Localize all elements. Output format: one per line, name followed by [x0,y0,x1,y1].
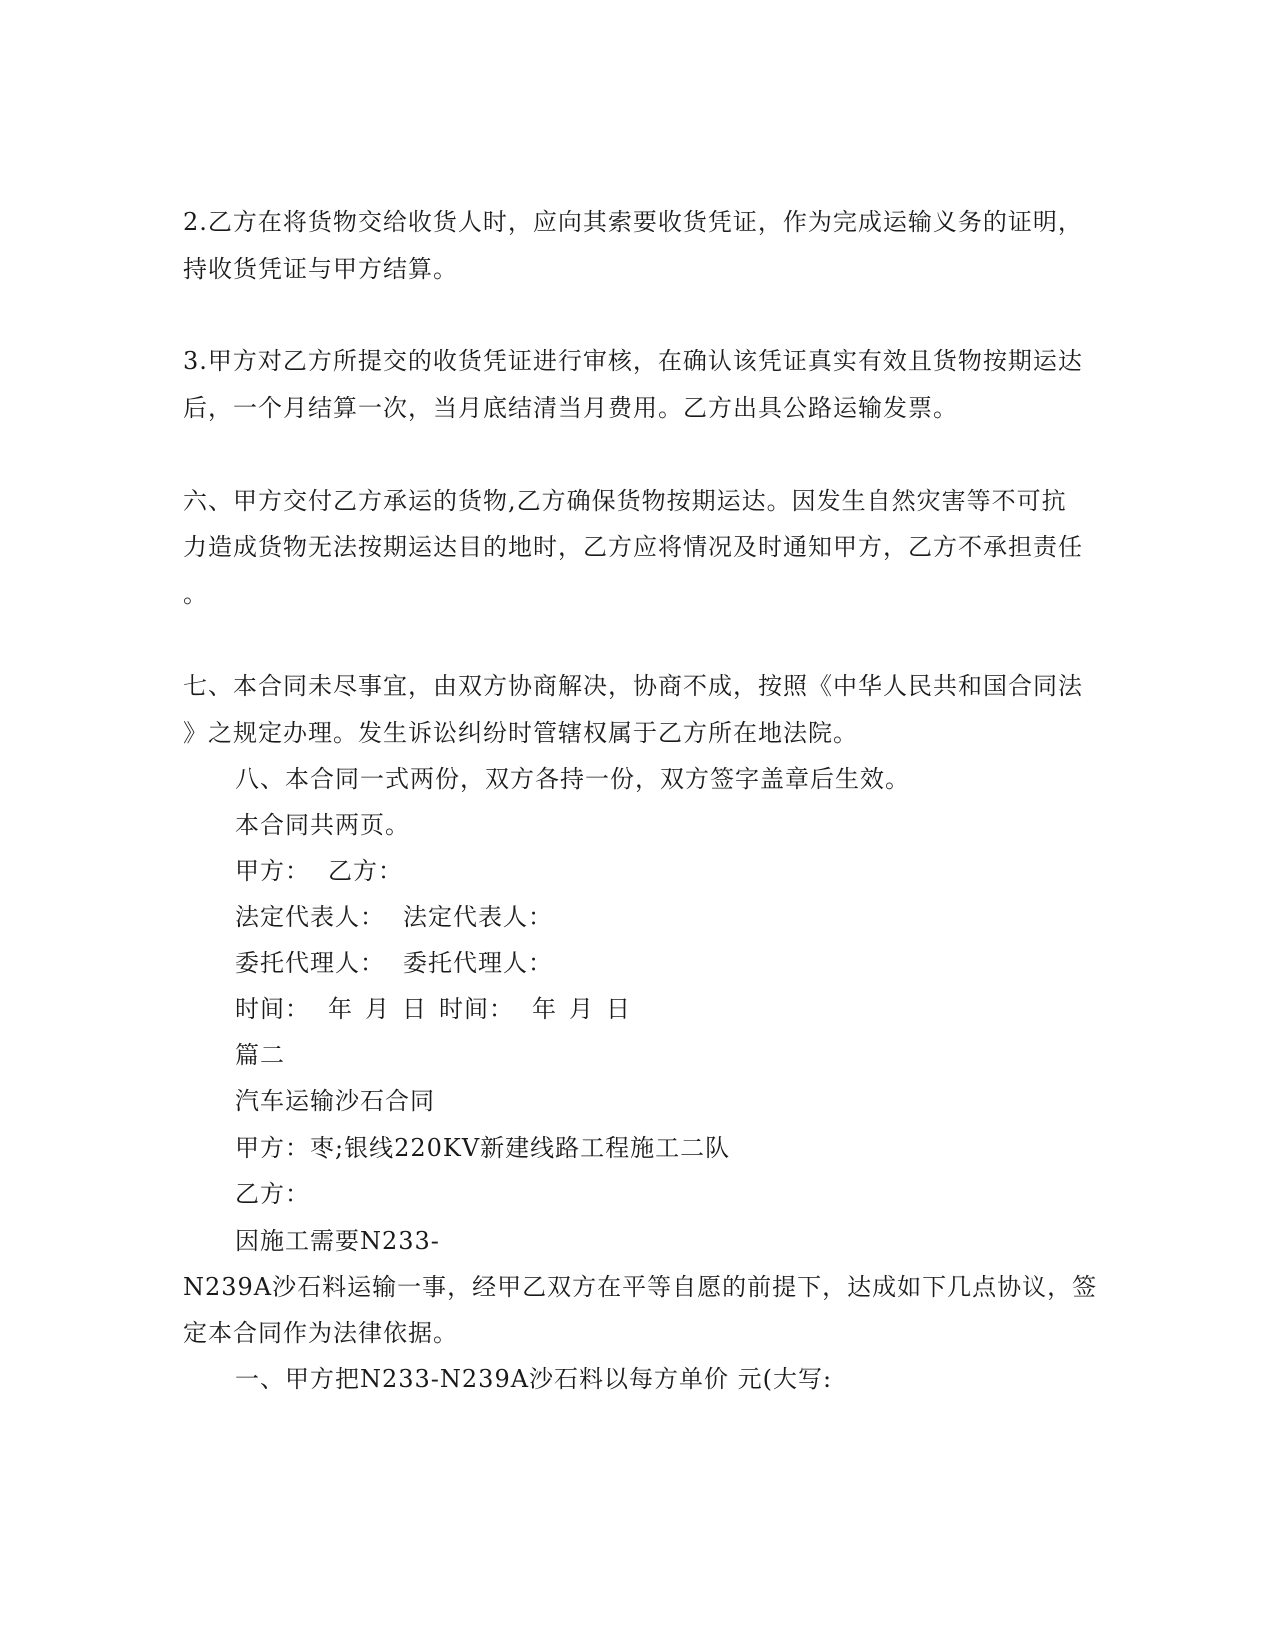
agent-b-label: 委托代理人： [403,949,553,977]
day-b: 日 [606,995,631,1023]
section-7-line-2: 》之规定办理。发生诉讼纠纷时管辖权属于乙方所在地法院。 [183,719,858,747]
party-a-label: 甲方： [235,857,310,885]
signature-dates-row [235,994,631,1024]
party-b-label: 乙方： [328,857,403,885]
agent-a-label: 委托代理人： [235,949,385,977]
section-6-line-3: 。 [183,580,208,608]
clause-2-line-1: 2.乙方在将货物交给收货人时，应向其索要收货凭证，作为完成运输义务的证明， [183,208,1083,236]
rep-b-label: 法定代表人： [403,903,553,931]
year-b: 年 [532,995,557,1023]
clause-2-line-2: 持收货凭证与甲方结算。 [183,255,458,283]
part-two-party-b: 乙方： [235,1180,310,1208]
rep-a-label: 法定代表人： [235,903,385,931]
signature-representatives-row [235,902,553,932]
part-two-title: 汽车运输沙石合同 [235,1087,435,1115]
pages-note: 本合同共两页。 [235,811,410,839]
time-a-label: 时间： [235,995,310,1023]
year-a: 年 [328,995,353,1023]
time-b-label: 时间： [439,995,514,1023]
part-two-heading: 篇二 [235,1041,285,1069]
signature-parties-row [235,856,403,886]
clause-3-line-2: 后，一个月结算一次，当月底结清当月费用。乙方出具公路运输发票。 [183,394,958,422]
part-two-clause-1: 一、甲方把N233-N239A沙石料以每方单价 元(大写: [235,1365,833,1393]
section-7-line-1: 七、本合同未尽事宜，由双方协商解决，协商不成，按照《中华人民共和国合同法 [183,672,1083,700]
signature-agents-row [235,948,553,978]
section-6-line-1: 六、甲方交付乙方承运的货物,乙方确保货物按期运达。因发生自然灾害等不可抗 [183,487,1067,515]
month-b: 月 [569,995,594,1023]
section-6-line-2: 力造成货物无法按期运达目的地时，乙方应将情况及时通知甲方，乙方不承担责任 [183,533,1083,561]
month-a: 月 [365,995,390,1023]
part-two-intro-line-3: 定本合同作为法律依据。 [183,1319,458,1347]
part-two-intro-line-1: 因施工需要N233- [235,1227,440,1255]
part-two-intro-line-2: N239A沙石料运输一事，经甲乙双方在平等自愿的前提下，达成如下几点协议，签 [183,1273,1098,1301]
day-a: 日 [402,995,427,1023]
clause-3-line-1: 3.甲方对乙方所提交的收货凭证进行审核，在确认该凭证真实有效且货物按期运达 [183,347,1083,375]
section-8: 八、本合同一式两份，双方各持一份，双方签字盖章后生效。 [235,765,910,793]
part-two-party-a: 甲方：枣;银线220KV新建线路工程施工二队 [235,1134,731,1162]
